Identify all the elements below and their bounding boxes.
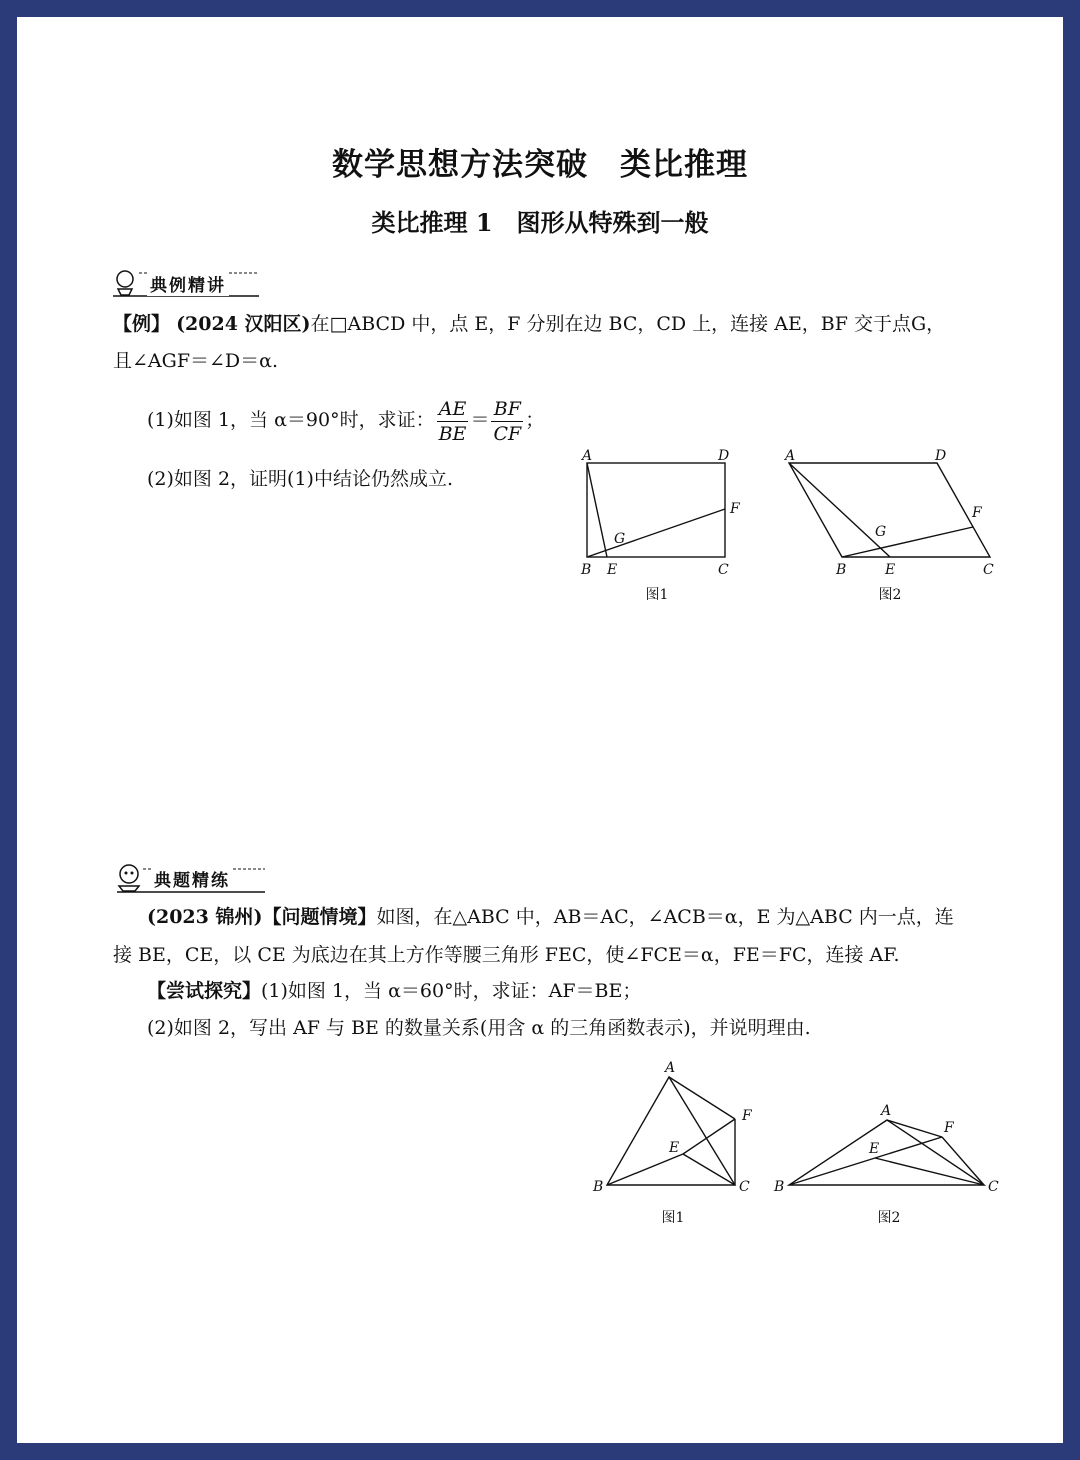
- practice-tag-2: 【尝试探究】: [147, 980, 262, 1002]
- example-source: (2024 汉阳区): [176, 313, 311, 335]
- practice-tag-1: 【问题情境】: [262, 906, 377, 928]
- example-line-1: [113, 310, 1013, 338]
- label-g: G: [614, 531, 626, 547]
- fraction-bf-cf: $\frac{BF}{CF}$: [493, 397, 522, 445]
- label-a: A: [785, 448, 796, 464]
- label-a: A: [665, 1060, 676, 1076]
- segment-bf: [587, 509, 725, 557]
- fraction-ae-be: $\frac{AE}{BE}$: [438, 397, 467, 445]
- parallelogram-abcd: [789, 463, 990, 557]
- practice-line-1: [147, 903, 1047, 931]
- label-f: F: [972, 505, 982, 521]
- segment-af: [669, 1077, 735, 1119]
- label-b: B: [836, 562, 847, 578]
- practice-line-2: 接 BE，CE，以 CE 为底边在其上方作等腰三角形 FEC，使∠FCE＝α，FE＝FC，连接 AF.: [113, 944, 900, 966]
- example-figure-2-caption: 图2: [878, 587, 902, 603]
- practice-q1-text: (1)如图 1，当 α＝60°时，求证：AF＝BE；: [261, 980, 642, 1002]
- segment-ec: [875, 1158, 984, 1185]
- practice-source: (2023 锦州): [147, 906, 263, 928]
- label-c: C: [988, 1179, 999, 1195]
- segment-be: [789, 1158, 875, 1185]
- label-f: F: [730, 501, 740, 517]
- label-g: G: [875, 524, 887, 540]
- example-line-2: 且∠AGF＝∠D＝α.: [113, 350, 279, 372]
- label-c: C: [983, 562, 994, 578]
- banner-label: 典例精讲: [147, 271, 229, 296]
- label-b: B: [774, 1179, 785, 1195]
- example-text-1: 在□ABCD 中，点 E，F 分别在边 BC，CD 上，连接 AE，BF 交于点G，: [310, 313, 946, 335]
- example-figure-1: [572, 447, 752, 597]
- section-banner-examples: [109, 267, 269, 299]
- label-e: E: [607, 562, 618, 578]
- example-figure-1-caption: 图1: [645, 587, 669, 603]
- practice-figure-1: [587, 1057, 757, 1197]
- label-c: C: [739, 1179, 750, 1195]
- practice-figure-2-caption: 图2: [877, 1210, 901, 1226]
- example-figure-2: [777, 447, 1007, 597]
- label-b: B: [593, 1179, 604, 1195]
- practice-figure-1-caption: 图1: [661, 1210, 685, 1226]
- label-d: D: [718, 448, 730, 464]
- triangle-abc: [607, 1077, 735, 1185]
- segment-ef: [683, 1119, 735, 1154]
- section-banner-practice: [113, 862, 273, 894]
- label-f: F: [944, 1120, 954, 1136]
- example-question-2: (2)如图 2，证明(1)中结论仍然成立.: [147, 468, 453, 490]
- page-subtitle: 类比推理 1 图形从特殊到一般: [371, 208, 709, 237]
- example-tag: 【例】: [113, 313, 171, 335]
- example-question-1: (1)如图 1，当 α＝90°时，求证： $\frac{AE}{BE}$ ＝ $\frac{BF}{CF}$ ；: [147, 397, 545, 445]
- label-e: E: [669, 1140, 680, 1156]
- segment-ec: [683, 1154, 735, 1185]
- segment-ae: [789, 463, 890, 557]
- label-b: B: [581, 562, 592, 578]
- q1-prefix: (1)如图 1，当 α＝90°时，求证：: [147, 409, 435, 431]
- segment-af: [887, 1120, 942, 1137]
- practice-text-1: 如图，在△ABC 中，AB＝AC，∠ACB＝α，E 为△ABC 内一点，连: [376, 906, 954, 928]
- page: [17, 17, 1063, 1443]
- label-c: C: [718, 562, 729, 578]
- practice-question-1: [147, 977, 1047, 1005]
- practice-question-2: (2)如图 2，写出 AF 与 BE 的数量关系(用含 α 的三角函数表示)，并说明理由.: [147, 1017, 811, 1039]
- label-d: D: [935, 448, 947, 464]
- label-a: A: [582, 448, 593, 464]
- label-f: F: [742, 1108, 752, 1124]
- segment-ef: [875, 1137, 942, 1158]
- segment-ae: [587, 463, 607, 557]
- label-e: E: [885, 562, 896, 578]
- segment-be: [607, 1154, 683, 1185]
- practice-figure-2: [769, 1087, 1009, 1197]
- label-a: A: [881, 1103, 892, 1119]
- label-e: E: [869, 1141, 880, 1157]
- banner-label: 典题精练: [151, 866, 233, 891]
- page-title: 数学思想方法突破 类比推理: [332, 147, 748, 183]
- rectangle-abcd: [587, 463, 725, 557]
